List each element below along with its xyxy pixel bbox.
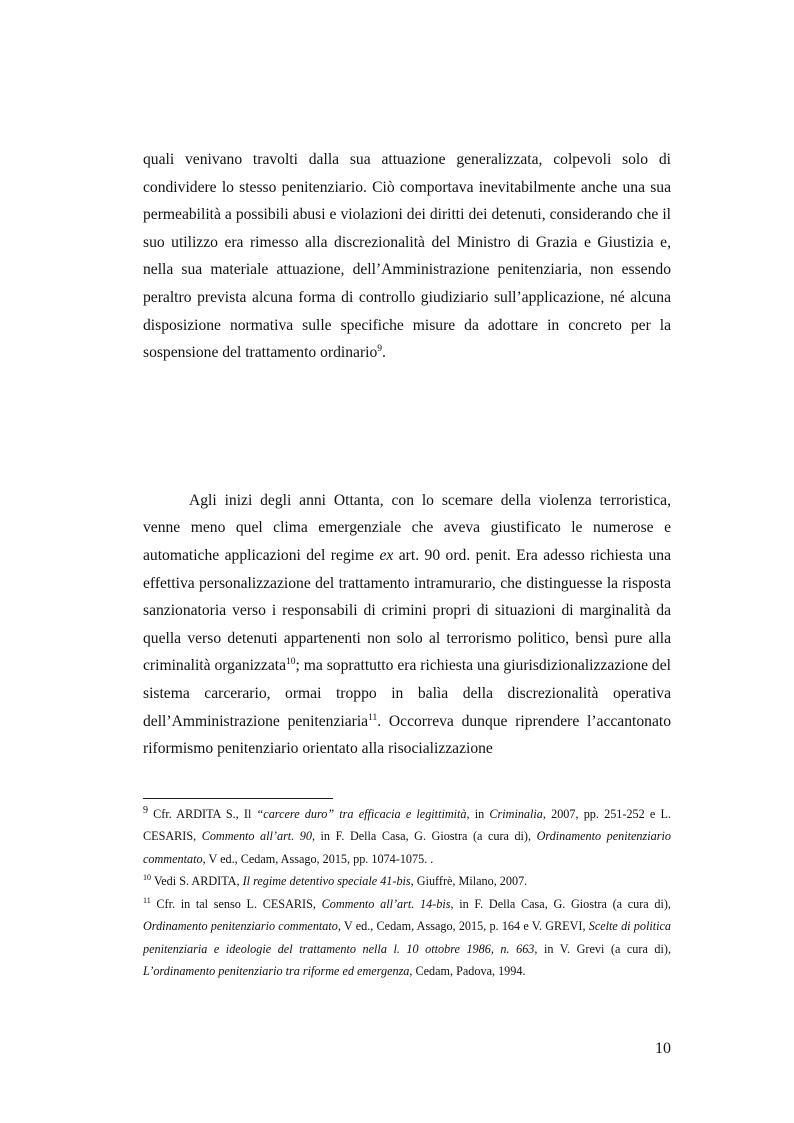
footnote-separator xyxy=(143,798,333,799)
footnote-text: , in F. Della Casa, G. Giostra (a cura di), xyxy=(311,829,537,844)
page-content xyxy=(143,146,671,983)
footnote-ref-11[interactable]: 11 xyxy=(368,712,378,723)
footnote-italic: Commento all’art. 14-bis xyxy=(321,896,451,911)
footnote-text: , V ed., Cedam, Assago, 2015, pp. 1074-1075. . xyxy=(202,851,434,866)
footnote-text: , 2007, pp. 251-252 e L. CESARIS, xyxy=(143,806,671,844)
footnote-ref-9[interactable]: 9 xyxy=(377,343,383,354)
footnote-italic: Ordinamento penitenziario commentato xyxy=(143,919,338,934)
footnote-text: , Cedam, Padova, 1994. xyxy=(409,964,526,979)
footnote-text: Cfr. ARDITA S., Il xyxy=(148,806,257,821)
paragraph-text: Agli inizi degli anni Ottanta, con lo scemare della violenza terroristica, venne meno quel clima emergenziale che aveva giustificato le numerose e automatiche applicazioni del regime xyxy=(143,491,671,564)
footnote-text: , in V. Grevi (a cura di), xyxy=(534,941,671,956)
footnote-number: 11 xyxy=(143,895,151,905)
paragraph-text: . xyxy=(382,344,386,362)
footnote-italic: Criminalia xyxy=(489,806,543,821)
footnote-text: , V ed., Cedam, Assago, 2015, p. 164 e V. GREVI, xyxy=(337,919,589,934)
footnote-number: 10 xyxy=(143,873,151,883)
footnote-number: 9 xyxy=(143,804,148,816)
section-heading xyxy=(143,439,671,463)
footnote-text: Cfr. in tal senso L. CESARIS, xyxy=(150,896,322,911)
footnote-italic: L’ordinamento penitenziario tra riforme ed emergenza xyxy=(143,964,410,979)
footnote-text: Vedi S. ARDITA, xyxy=(151,874,243,889)
body-paragraph-1 xyxy=(143,146,671,367)
page-number: 10 xyxy=(655,1040,671,1057)
footnotes xyxy=(143,803,671,983)
paragraph-text: . Occorreva dunque riprendere l’accantonato riformismo penitenziario orientato alla risocializzazione xyxy=(143,712,672,758)
footnote-text: , in xyxy=(466,806,490,821)
footnote-italic: Commento all’art. 90 xyxy=(201,829,312,844)
body-paragraph-2 xyxy=(143,487,671,763)
paragraph-text: ; ma soprattutto era richiesta una giurisdizionalizzazione del sistema carcerario, ormai troppo in balìa della discrezionalità operativa dell’Amministrazione penitenziaria xyxy=(143,657,671,730)
footnote-11 xyxy=(143,893,671,983)
footnote-text: , Giuffrè, Milano, 2007. xyxy=(410,874,528,889)
italic-term: ex xyxy=(379,546,394,564)
footnote-italic: Ordinamento penitenziario commentato xyxy=(143,829,671,866)
footnote-italic: “carcere duro” tra efficacia e legittimità xyxy=(256,806,467,821)
footnote-italic: Scelte di politica penitenziaria e ideologie del trattamento nella l. 10 ottobre 1986, n. 663 xyxy=(143,919,672,956)
footnote-italic: Il regime detentivo speciale 41-bis xyxy=(242,874,411,889)
footnote-text: , in F. Della Casa, G. Giostra (a cura di), xyxy=(450,896,671,911)
paragraph-text: art. 90 ord. penit. Era adesso richiesta una effettiva personalizzazione del trattamento intramurario, che distinguesse la risposta sanzionatoria verso i responsabili di crimini propri di situazioni di marginalità da quella verso detenuti appartenenti non solo al terrorismo politico, bensì pure alla criminalità organizzata xyxy=(143,546,671,675)
paragraph-text: quali venivano travolti dalla sua attuazione generalizzata, colpevoli solo di condividere lo stesso penitenziario. Ciò comportava inevitabilmente anche una sua permeabilità a possibili abusi e violazioni dei diritti dei detenuti, considerando che il suo utilizzo era rimesso alla discrezionalità del Ministro di Grazia e Giustizia e, nella sua materiale attuazione, dell’Amministrazione penitenziaria, non essendo peraltro prevista alcuna forma di controllo giudiziario sull’applicazione, né alcuna disposizione normativa sulle specifiche misure da adottare in concreto per la sospensione del trattamento ordinario xyxy=(143,151,671,362)
footnote-9 xyxy=(143,803,671,871)
footnote-10 xyxy=(143,870,671,893)
footnote-ref-10[interactable]: 10 xyxy=(286,657,296,668)
